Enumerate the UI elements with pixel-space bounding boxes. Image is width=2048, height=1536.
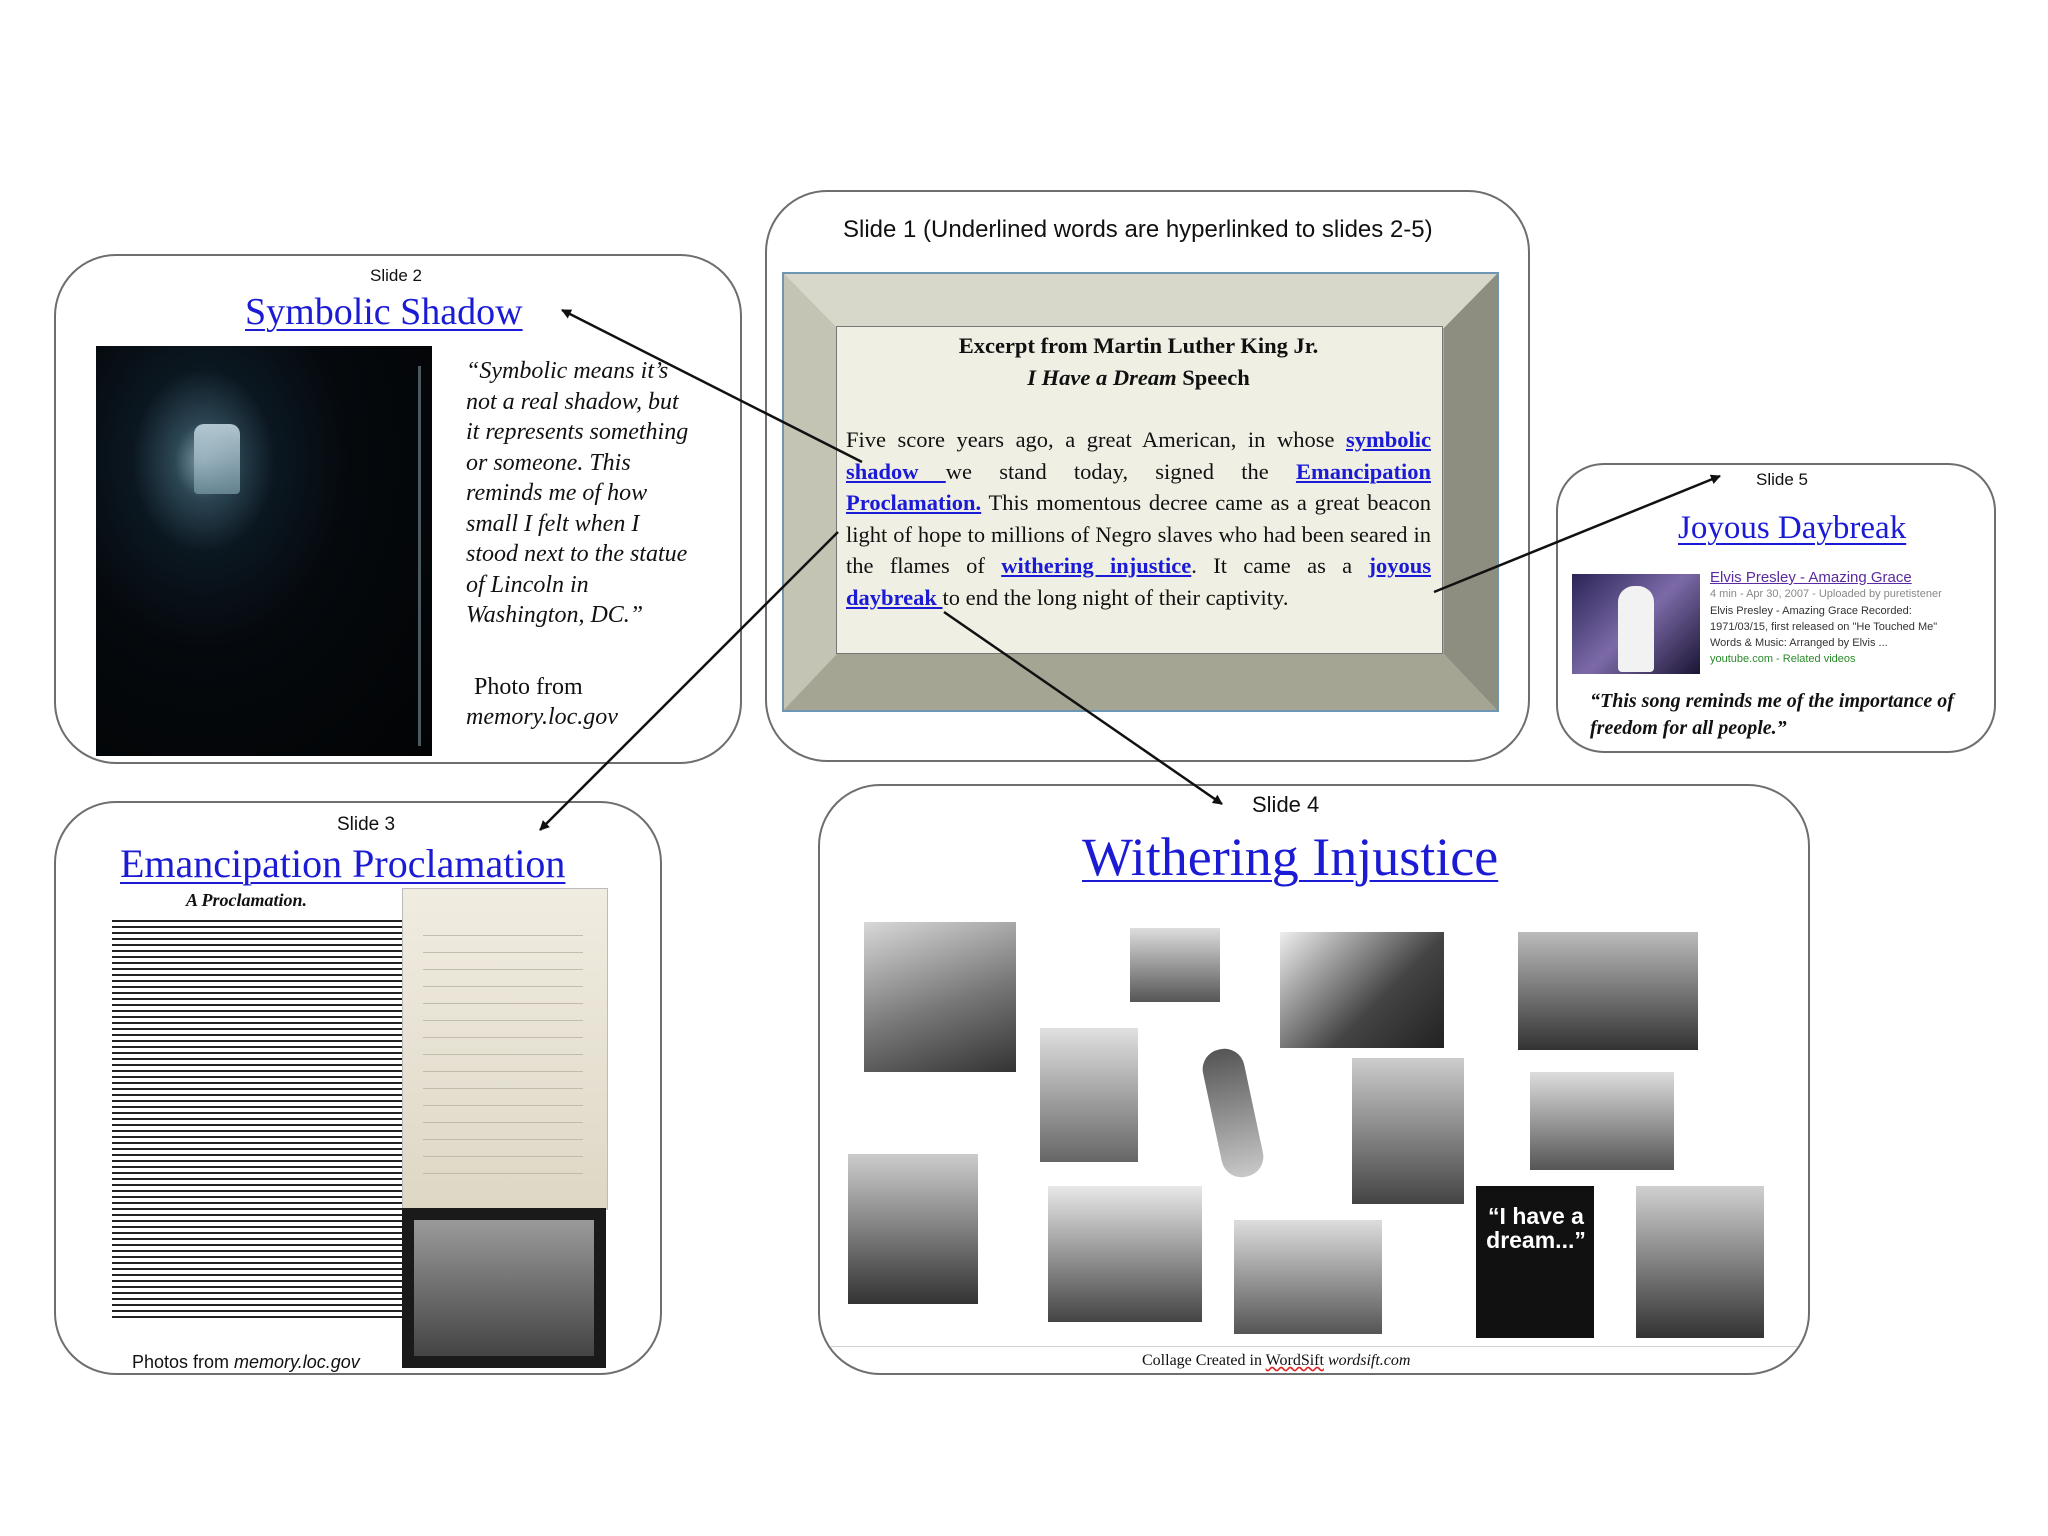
slide-4-label: Slide 4 bbox=[1252, 792, 1320, 817]
quote-line: or someone. This bbox=[466, 449, 631, 476]
quote-line: reminds me of how bbox=[466, 480, 648, 506]
arrow-to-slide-5 bbox=[1434, 476, 1720, 592]
credit-prefix: Photos from bbox=[132, 1352, 235, 1372]
quote-line: Washington, DC.” bbox=[466, 602, 644, 628]
credit-prefix: Collage Created in bbox=[1142, 1352, 1266, 1369]
excerpt-text: . It came as a bbox=[1191, 553, 1369, 578]
video-title-link[interactable]: Elvis Presley - Amazing Grace bbox=[1710, 569, 1912, 586]
slide-3-title-link[interactable]: Emancipation Proclamation bbox=[120, 841, 566, 886]
slide-5-title-link[interactable]: Joyous Daybreak bbox=[1678, 510, 1907, 546]
dream-text-line: “I have a bbox=[1488, 1203, 1584, 1229]
joyous-daybreak-link[interactable]: joyous daybreak bbox=[846, 553, 1431, 610]
proclamation-heading: A Proclamation. bbox=[186, 890, 308, 910]
symbolic-shadow-link[interactable]: symbolic shadow bbox=[846, 427, 1431, 484]
speech-title-suffix: Speech bbox=[1176, 364, 1250, 390]
credit-site: wordsift.com bbox=[1323, 1352, 1411, 1369]
quote-line: “This song reminds me of the importance of bbox=[1590, 690, 1954, 712]
slide-1-label: Slide 1 (Underlined words are hyperlinked to slides 2-5) bbox=[843, 216, 1433, 243]
quote-line: not a real shadow, but bbox=[466, 388, 679, 415]
arrow-to-slide-3 bbox=[540, 532, 838, 830]
slide-2-title-link[interactable]: Symbolic Shadow bbox=[245, 291, 523, 333]
excerpt-text: we stand today, signed the bbox=[945, 458, 1296, 484]
dream-text-line: dream...” bbox=[1486, 1227, 1586, 1253]
video-description: Elvis Presley - Amazing Grace Recorded: bbox=[1710, 605, 1912, 617]
credit-tool: WordSift bbox=[1265, 1352, 1324, 1369]
speech-title: I Have a Dream bbox=[1027, 364, 1177, 390]
excerpt-text: to end the long night of their captivity. bbox=[942, 584, 1289, 610]
excerpt-text: Five score years ago, a great American, in whose bbox=[846, 427, 1346, 452]
quote-line: “Symbolic means it’s bbox=[466, 358, 669, 384]
slide-3-label: Slide 3 bbox=[337, 814, 396, 835]
slide-2-credit-line1: Photo from bbox=[474, 674, 583, 700]
slide-2-label: Slide 2 bbox=[370, 266, 422, 285]
slide-2-credit-line2: memory.loc.gov bbox=[466, 704, 618, 730]
withering-injustice-link[interactable]: withering injustice bbox=[1001, 553, 1192, 578]
quote-line: it represents something bbox=[466, 419, 689, 445]
video-description: 1971/03/15, first released on "He Touched Me" bbox=[1710, 621, 1938, 633]
quote-line: of Lincoln in bbox=[466, 571, 589, 598]
credit-site: memory.loc.gov bbox=[234, 1352, 360, 1372]
video-description: Words & Music: Arranged by Elvis ... bbox=[1710, 637, 1888, 649]
emancipation-proclamation-link[interactable]: Emancipation Proclamation. bbox=[846, 458, 1431, 515]
excerpt-heading-line1: Excerpt from Martin Luther King Jr. bbox=[958, 333, 1319, 358]
quote-line: freedom for all people.” bbox=[1590, 717, 1787, 739]
video-source: youtube.com - Related videos bbox=[1710, 653, 1856, 665]
arrow-to-slide-2 bbox=[562, 310, 862, 462]
arrow-to-slide-4 bbox=[944, 612, 1222, 804]
quote-line: small I felt when I bbox=[466, 510, 640, 537]
quote-line: stood next to the statue bbox=[466, 541, 688, 567]
video-meta: 4 min - Apr 30, 2007 - Uploaded by puretistener bbox=[1710, 588, 1942, 600]
excerpt-text: This momentous decree came as a great beacon light of hope to millions of Negro slaves who had been seared in the flames of bbox=[846, 490, 1431, 578]
slide-5-label: Slide 5 bbox=[1756, 470, 1808, 489]
slide-4-title-link[interactable]: Withering Injustice bbox=[1082, 827, 1499, 887]
